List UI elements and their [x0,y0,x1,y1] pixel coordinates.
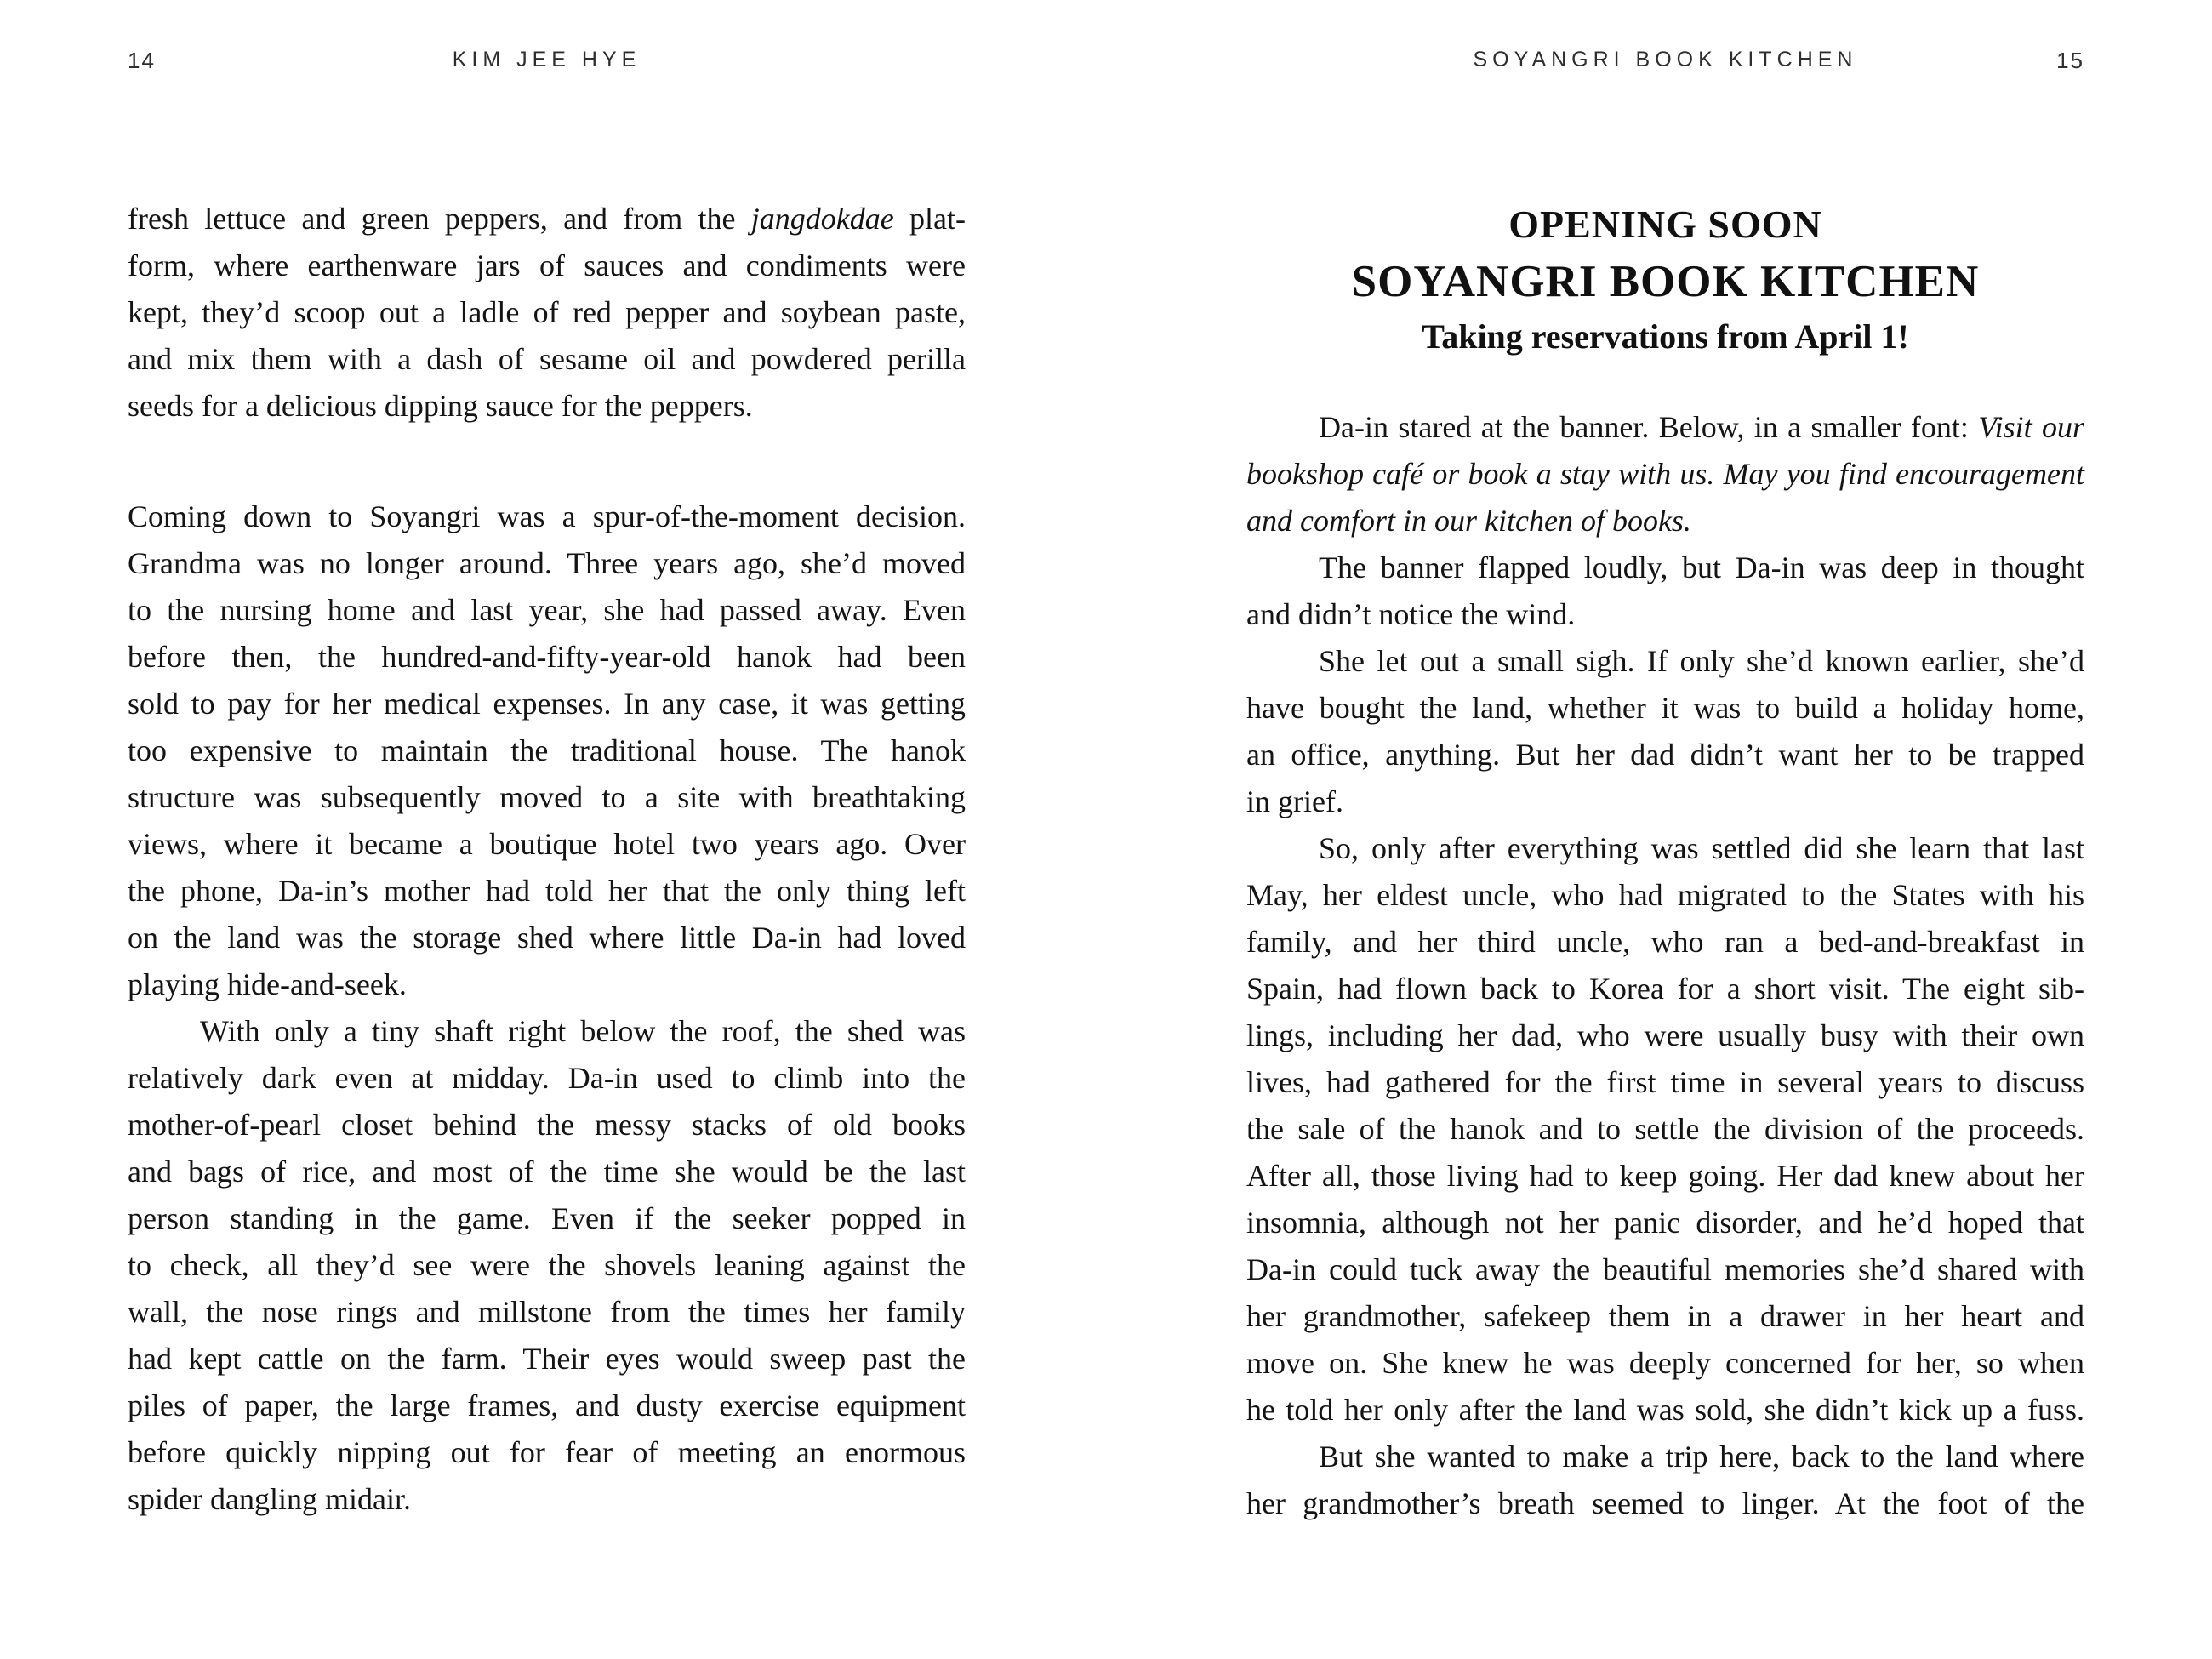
page-number-left: 14 [128,48,156,73]
text-line: and comfort in our kitchen of books. [1246,504,1691,538]
text-line: Spain, had flown back to Korea for a short visit. The eight sib- [1246,972,2084,1006]
left-header [128,48,966,77]
paragraph [128,196,966,430]
text-line: Grandma was no longer around. Three years ago, she’d moved [128,546,966,580]
text-line: relatively dark even at midday. Da-in used to climb into the [128,1061,966,1095]
text-line: lives, had gathered for the first time in several years to discuss [1246,1065,2084,1099]
paragraph [1246,544,2084,638]
text-line: the sale of the hanok and to settle the division of the proceeds. [1246,1112,2084,1146]
paragraph [128,1008,966,1523]
text-line: the phone, Da-in’s mother had told her that the only thing left [128,874,966,908]
text-line: lings, including her dad, who were usually busy with their own [1246,1018,2084,1052]
text-line: wall, the nose rings and millstone from the times her family [128,1295,966,1329]
text-line: With only a tiny shaft right below the roof, the shed was [200,1014,966,1048]
running-head-author: KIM JEE HYE [452,48,641,71]
text-line: an office, anything. But her dad didn’t want her to be trapped [1246,738,2084,772]
text-line: So, only after everything was settled did she learn that last [1319,831,2084,865]
running-head-title: SOYANGRI BOOK KITCHEN [1473,48,1858,71]
text-line: sold to pay for her medical expenses. In any case, it was getting [128,687,966,721]
paragraph [1246,1434,2084,1527]
text-line: kept, they’d scoop out a ladle of red pepper and soybean paste, [128,295,966,329]
text-line: her grandmother’s breath seemed to linger. At the foot of the [1246,1486,2084,1520]
paragraph [1246,638,2084,825]
right-page-text [1246,404,2084,1527]
text-line: The banner flapped loudly, but Da-in was deep in thought [1319,550,2084,584]
left-page-text [128,196,966,1523]
text-line: on the land was the storage shed where little Da-in had loved [128,921,966,955]
text-line: fresh lettuce and green peppers, and from the jangdokdae plat- [128,202,966,236]
text-line: person standing in the game. Even if the seeker popped in [128,1201,966,1235]
text-line: Da-in could tuck away the beautiful memories she’d shared with [1246,1252,2084,1286]
text-line: seeds for a delicious dipping sauce for the peppers. [128,389,753,423]
text-line: her grandmother, safekeep them in a drawer in her heart and [1246,1299,2084,1333]
banner-reservations: Taking reservations from April 1! [1422,317,1909,356]
text-line: She let out a small sigh. If only she’d known earlier, she’d [1319,644,2084,678]
text-line: too expensive to maintain the traditional house. The hanok [128,733,966,767]
text-line: move on. She knew he was deeply concerned for her, so when [1246,1346,2084,1380]
text-line: spider dangling midair. [128,1482,411,1516]
text-line: and bags of rice, and most of the time she would be the last [128,1154,966,1189]
text-line: to the nursing home and last year, she had passed away. Even [128,593,966,627]
text-line: insomnia, although not her panic disorder, and he’d hoped that [1246,1206,2084,1240]
text-line: have bought the land, whether it was to build a holiday home, [1246,691,2084,725]
text-line: Coming down to Soyangri was a spur-of-the-moment decision. [128,499,966,533]
text-line: bookshop café or book a stay with us. May you find encouragement [1246,457,2084,491]
text-line: After all, those living had to keep going. Her dad knew about her [1246,1159,2084,1193]
text-line: views, where it became a boutique hotel two years ago. Over [128,827,966,861]
paragraph [1246,825,2084,1434]
text-line: Da-in stared at the banner. Below, in a smaller font: Visit our [1319,410,2084,444]
text-line: structure was subsequently moved to a site with breathtaking [128,780,966,814]
text-line: and mix them with a dash of sesame oil and powdered perilla [128,342,966,376]
text-line: to check, all they’d see were the shovels leaning against the [128,1248,966,1282]
banner-shop-name: SOYANGRI BOOK KITCHEN [1351,257,1980,306]
text-line: had kept cattle on the farm. Their eyes would sweep past the [128,1342,966,1376]
text-line: he told her only after the land was sold, she didn’t kick up a fuss. [1246,1393,2084,1427]
text-line: before quickly nipping out for fear of meeting an enormous [128,1435,966,1469]
text-line: But she wanted to make a trip here, back to the land where [1319,1440,2084,1474]
paragraph [1246,404,2084,544]
right-header [1246,48,2084,77]
right-page [1106,0,2212,1659]
paragraph [128,493,966,1008]
banner-opening-soon: OPENING SOON [1508,202,1822,246]
page-number-right: 15 [2056,48,2084,73]
text-line: May, her eldest uncle, who had migrated to the States with his [1246,878,2084,912]
text-line: in grief. [1246,784,1343,818]
text-line: playing hide-and-seek. [128,967,407,1001]
text-line: mother-of-pearl closet behind the messy stacks of old books [128,1108,966,1142]
text-line: form, where earthenware jars of sauces and condiments were [128,248,966,282]
text-line: family, and her third uncle, who ran a bed-and-breakfast in [1246,925,2084,959]
text-line: piles of paper, the large frames, and dusty exercise equipment [128,1388,966,1422]
banner-announcement [1246,198,2084,362]
text-line: before then, the hundred-and-fifty-year-old hanok had been [128,640,966,674]
text-line: and didn’t notice the wind. [1246,597,1576,631]
